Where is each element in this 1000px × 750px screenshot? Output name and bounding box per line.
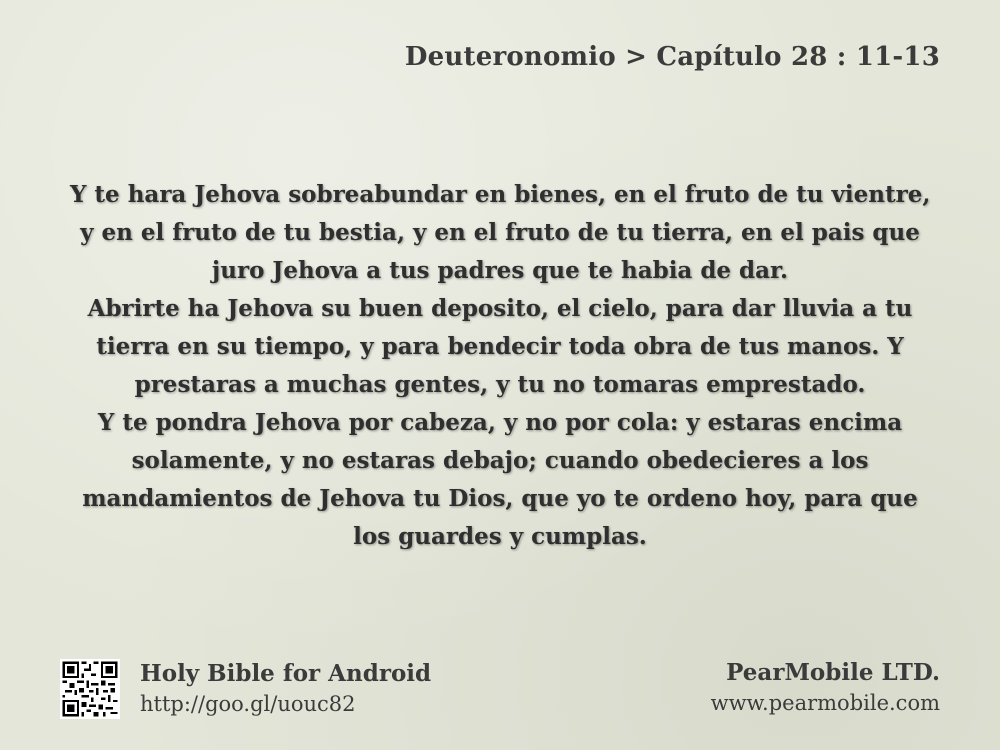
app-link[interactable]: http://goo.gl/uouc82 bbox=[140, 692, 356, 716]
app-name: Holy Bible for Android bbox=[140, 660, 432, 687]
verse-line: tierra en su tiempo, y para bendecir toda obra de tus manos. Y bbox=[96, 333, 904, 360]
verse-line: y en el fruto de tu bestia, y en el fruto de tu tierra, en el pais que bbox=[80, 219, 920, 246]
app-promo bbox=[60, 658, 431, 720]
website-link[interactable]: www.pearmobile.com bbox=[710, 691, 940, 715]
qr-code-icon[interactable] bbox=[60, 659, 120, 719]
verse-line: mandamientos de Jehova tu Dios, que yo te ordeno hoy, para que bbox=[82, 485, 918, 512]
verse-line: Y te pondra Jehova por cabeza, y no por cola: y estaras encima bbox=[97, 409, 903, 436]
publisher-info bbox=[711, 658, 940, 718]
verse-line: los guardes y cumplas. bbox=[353, 523, 647, 550]
verse-line: Abrirte ha Jehova su buen deposito, el cielo, para dar lluvia a tu bbox=[87, 295, 913, 322]
verse-line: juro Jehova a tus padres que te habia de dar. bbox=[211, 257, 789, 284]
verse-line: prestaras a muchas gentes, y tu no tomaras emprestado. bbox=[134, 371, 866, 398]
chapter-reference: Deuteronomio > Capítulo 28 : 11-13 bbox=[404, 42, 940, 72]
verse-line: Y te hara Jehova sobreabundar en bienes, en el fruto de tu vientre, bbox=[70, 181, 931, 208]
verse-text bbox=[70, 176, 930, 556]
app-info bbox=[140, 659, 431, 719]
company-name: PearMobile LTD. bbox=[726, 659, 940, 686]
verse-line: solamente, y no estaras debajo; cuando obedecieres a los bbox=[131, 447, 869, 474]
